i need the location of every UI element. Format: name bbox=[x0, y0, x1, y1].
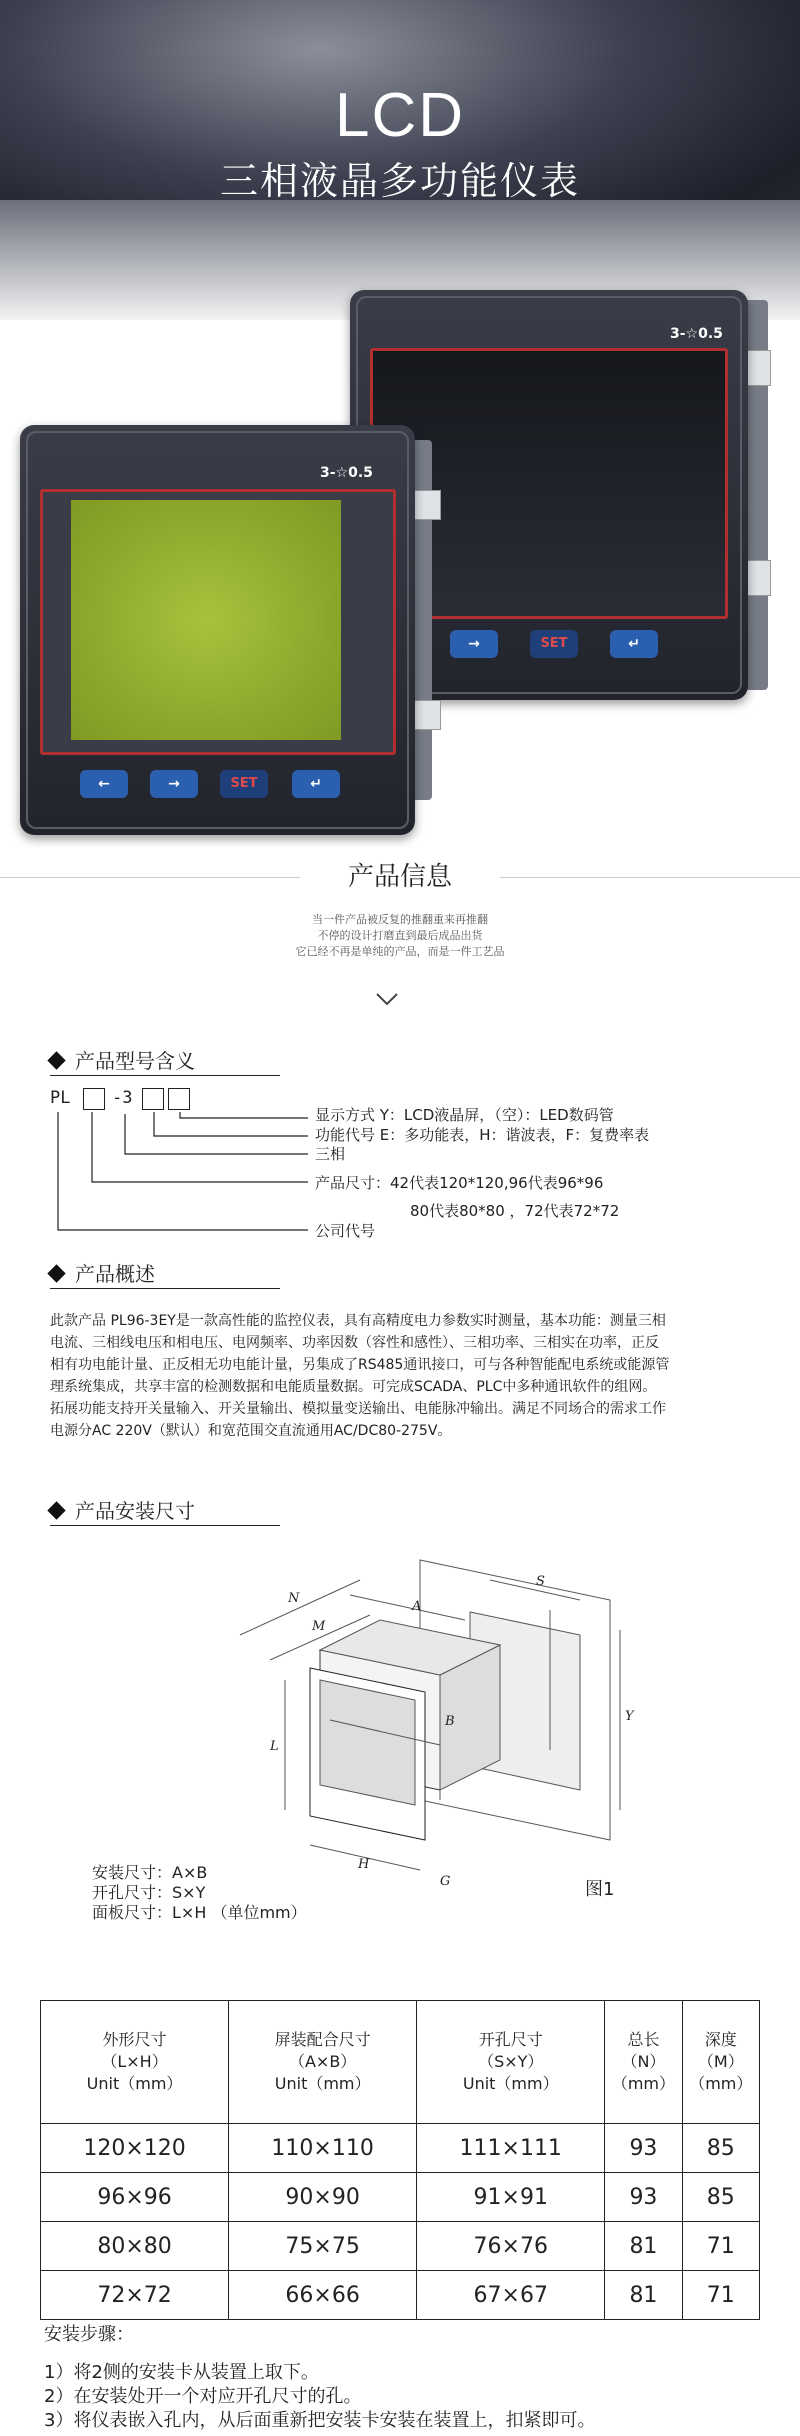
header-text: Unit（mm） bbox=[274, 2074, 371, 2093]
enter-button: ↵ bbox=[292, 770, 340, 798]
meter-brand: 3-☆0.5 bbox=[320, 465, 373, 481]
dim-label-m: M bbox=[312, 1619, 326, 1634]
overview-line: 电流、三相线电压和相电压、电网频率、功率因数（容性和感性）、三相功率、三相实在功率，正反 bbox=[50, 1335, 659, 1351]
chevron-down-icon bbox=[375, 988, 399, 1012]
step-item: 2）在安装处开一个对应开孔尺寸的孔。 bbox=[44, 2386, 362, 2407]
table-cell: 66×66 bbox=[229, 2271, 417, 2320]
header-text: 总长 bbox=[627, 2030, 660, 2049]
table-cell: 93 bbox=[605, 2124, 682, 2173]
dim-label-a: A bbox=[412, 1599, 422, 1614]
overview-heading-text: 产品概述 bbox=[75, 1262, 155, 1286]
table-cell: 85 bbox=[682, 2124, 759, 2173]
header-text: （S×Y） bbox=[478, 2052, 544, 2071]
steps-title: 安装步骤： bbox=[44, 2324, 134, 2345]
table-cell: 81 bbox=[605, 2271, 682, 2320]
model-label: 80代表80*80 ，72代表72*72 bbox=[410, 1202, 620, 1220]
hero-banner bbox=[0, 0, 800, 848]
info-title: 产品信息 bbox=[347, 862, 452, 892]
table-cell: 120×120 bbox=[41, 2124, 229, 2173]
header-text: 屏装配合尺寸 bbox=[274, 2030, 371, 2049]
diamond-icon bbox=[47, 1501, 65, 1519]
header-text: Unit（mm） bbox=[462, 2074, 559, 2093]
model-heading-text: 产品型号含义 bbox=[75, 1049, 195, 1073]
overview-line: 拓展功能支持开关量输入、开关量输出、模拟量变送输出、电能脉冲输出。满足不同场合的需求工作 bbox=[50, 1401, 666, 1417]
table-cell: 76×76 bbox=[417, 2222, 605, 2271]
model-label: 显示方式 Y：LCD液晶屏，（空）：LED数码管 bbox=[315, 1106, 614, 1124]
legend-panel: 面板尺寸：L×H （单位mm） bbox=[92, 1903, 307, 1922]
overview-line: 理系统集成，共享丰富的检测数据和电能质量数据。可完成SCADA、PLC中多种通讯软件的组网。 bbox=[50, 1379, 657, 1395]
header-text: （L×H） bbox=[101, 2052, 168, 2071]
header-cell bbox=[41, 2001, 229, 2124]
table-cell: 71 bbox=[682, 2222, 759, 2271]
dim-label-g: G bbox=[440, 1874, 451, 1889]
overview-heading bbox=[50, 1258, 155, 1287]
header-text: （M） bbox=[697, 2052, 744, 2071]
overview-line: 此款产品 PL96-3EY是一款高性能的监控仪表，具有高精度电力参数实时测量，基本功能：测量三相 bbox=[50, 1313, 666, 1329]
overview-line: 电源分AC 220V（默认）和宽范围交直流通用AC/DC80-275V。 bbox=[50, 1423, 452, 1439]
table-cell: 75×75 bbox=[229, 2222, 417, 2271]
header-cell bbox=[682, 2001, 759, 2124]
install-heading-text: 产品安装尺寸 bbox=[75, 1499, 195, 1523]
legend-cutout: 开孔尺寸：S×Y bbox=[92, 1883, 206, 1902]
diamond-icon bbox=[47, 1051, 65, 1069]
header-cell bbox=[417, 2001, 605, 2124]
model-leader-lines bbox=[40, 1100, 330, 1250]
heading-underline bbox=[50, 1525, 280, 1526]
meter-screen bbox=[40, 489, 396, 755]
table-cell: 72×72 bbox=[41, 2271, 229, 2320]
figure-label: 图1 bbox=[585, 1879, 615, 1900]
model-label: 功能代号 E：多功能表，H：谐波表，F：复费率表 bbox=[315, 1126, 650, 1144]
table-header-row bbox=[41, 2001, 760, 2124]
table-cell: 96×96 bbox=[41, 2173, 229, 2222]
header-text: Unit（mm） bbox=[86, 2074, 183, 2093]
table-cell: 71 bbox=[682, 2271, 759, 2320]
model-heading bbox=[50, 1045, 195, 1074]
right-button: → bbox=[150, 770, 198, 798]
hero-subtitle: 三相液晶多功能仪表 bbox=[219, 159, 580, 203]
dim-label-b: B bbox=[445, 1714, 455, 1729]
header-cell bbox=[605, 2001, 682, 2124]
dimension-table bbox=[40, 2000, 760, 2320]
diamond-icon bbox=[47, 1264, 65, 1282]
right-button: → bbox=[450, 630, 498, 658]
dim-label-l: L bbox=[270, 1739, 279, 1754]
info-line: 它已经不再是单纯的产品，而是一件工艺品 bbox=[295, 945, 505, 958]
table-row bbox=[41, 2222, 760, 2271]
table-cell: 111×111 bbox=[417, 2124, 605, 2173]
header-text: （mm） bbox=[689, 2074, 753, 2093]
header-text: （mm） bbox=[611, 2074, 676, 2093]
set-button: SET bbox=[530, 630, 578, 658]
table-cell: 85 bbox=[682, 2173, 759, 2222]
overview-line: 相有功电能计量、正反相无功电能计量，另集成了RS485通讯接口，可与各种智能配电系统或能源管 bbox=[50, 1357, 670, 1373]
header-text: 开孔尺寸 bbox=[478, 2030, 543, 2049]
heading-underline bbox=[50, 1075, 280, 1076]
dim-label-n: N bbox=[288, 1591, 300, 1606]
left-button: ← bbox=[80, 770, 128, 798]
model-mid: -3 bbox=[112, 1088, 133, 1108]
table-row bbox=[41, 2173, 760, 2222]
table-cell: 81 bbox=[605, 2222, 682, 2271]
heading-underline bbox=[50, 1288, 280, 1289]
model-label: 公司代号 bbox=[315, 1222, 376, 1240]
legend-install: 安装尺寸：A×B bbox=[92, 1863, 208, 1882]
info-line: 不停的设计打磨直到最后成品出货 bbox=[317, 929, 483, 942]
table-cell: 90×90 bbox=[229, 2173, 417, 2222]
model-label: 三相 bbox=[315, 1145, 346, 1163]
table-row bbox=[41, 2124, 760, 2173]
header-cell bbox=[229, 2001, 417, 2124]
divider bbox=[0, 877, 300, 878]
table-cell: 110×110 bbox=[229, 2124, 417, 2173]
lcd-display bbox=[71, 500, 341, 740]
table-cell: 93 bbox=[605, 2173, 682, 2222]
install-heading bbox=[50, 1495, 195, 1524]
header-text: （A×B） bbox=[288, 2052, 357, 2071]
dim-label-y: Y bbox=[625, 1709, 634, 1724]
table-cell: 67×67 bbox=[417, 2271, 605, 2320]
header-text: （N） bbox=[621, 2052, 666, 2071]
enter-button: ↵ bbox=[610, 630, 658, 658]
hero-title: LCD bbox=[334, 81, 466, 150]
front-meter bbox=[20, 425, 415, 835]
model-prefix: PL bbox=[50, 1088, 71, 1108]
meter-brand: 3-☆0.5 bbox=[670, 326, 723, 342]
table-cell: 80×80 bbox=[41, 2222, 229, 2271]
step-item: 3）将仪表嵌入孔内，从后面重新把安装卡安装在装置上，扣紧即可。 bbox=[44, 2410, 596, 2431]
dim-label-h: H bbox=[358, 1857, 370, 1872]
step-item: 1）将2侧的安装卡从装置上取下。 bbox=[44, 2362, 319, 2383]
header-text: 深度 bbox=[704, 2030, 737, 2049]
header-text: 外形尺寸 bbox=[102, 2030, 167, 2049]
set-button: SET bbox=[220, 770, 268, 798]
table-cell: 91×91 bbox=[417, 2173, 605, 2222]
info-line: 当一件产品被反复的推翻重来再推翻 bbox=[312, 913, 488, 926]
table-row bbox=[41, 2271, 760, 2320]
overview-paragraph bbox=[50, 1310, 750, 1442]
dim-label-s: S bbox=[536, 1574, 545, 1589]
model-label: 产品尺寸：42代表120*120,96代表96*96 bbox=[315, 1174, 604, 1192]
divider bbox=[500, 877, 800, 878]
